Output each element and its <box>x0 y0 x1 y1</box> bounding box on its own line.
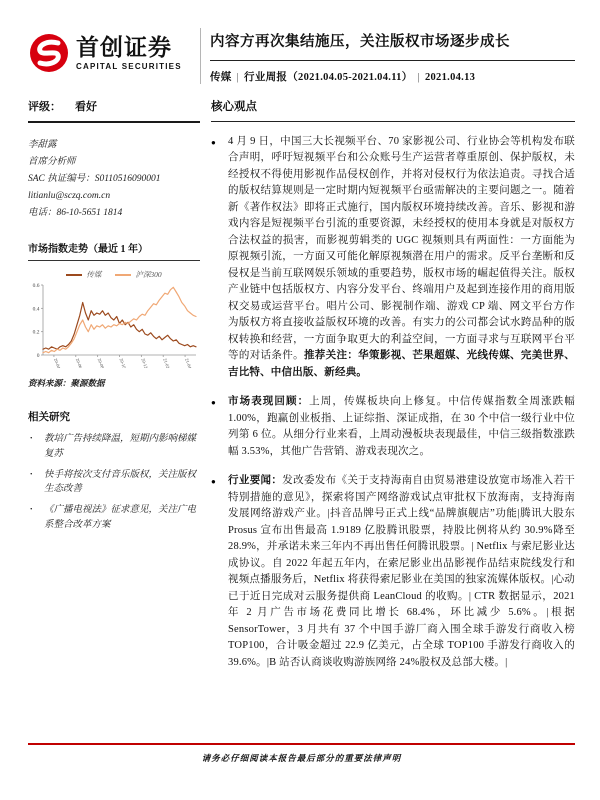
svg-text:21-02: 21-02 <box>162 358 171 369</box>
core-viewpoints-list <box>211 134 575 671</box>
related-research-item <box>28 503 200 532</box>
viewpoint-lead: 市场表现回顾： <box>228 396 310 408</box>
legend-swatch-media <box>66 274 82 276</box>
main-content <box>211 98 575 684</box>
analyst-phone: 电话：86-10-5651 1814 <box>28 208 123 219</box>
header-vertical-divider <box>200 28 201 84</box>
market-index-chart <box>28 282 200 373</box>
svg-text:20-04: 20-04 <box>52 358 62 369</box>
report-meta <box>210 61 575 84</box>
related-research-list <box>28 432 200 532</box>
viewpoint-bullet <box>211 473 575 671</box>
viewpoint-text <box>228 134 575 381</box>
legend-item-media <box>66 269 101 280</box>
legend-item-hs300 <box>115 269 161 280</box>
legend-label-hs300: 沪深300 <box>135 270 162 280</box>
svg-text:0.4: 0.4 <box>32 306 40 313</box>
related-research-item <box>28 468 200 497</box>
legend-swatch-hs300 <box>115 274 131 276</box>
chart-section-title: 市场指数走势（最近 1 年） <box>28 240 200 261</box>
sidebar <box>28 98 200 684</box>
logo-text <box>76 33 182 71</box>
viewpoint-text <box>228 473 575 671</box>
viewpoint-body: 发改委发布《关于支持海南自由贸易港建设放宽市场准入若干特别措施的意见》，探索将国产网络游戏试点审批权下放海南，支持海南发展网络游戏产业。|抖音品牌号正式上线“品牌旗舰店”功能|腾讯大股东 Prosus 宣布出售最高 1.9189 亿股腾讯股票，持股比例将从约 30.9%降至 28.9%，并承诺未来三年内不再出售任何腾讯股票。| Netflix 与索尼影业达成协议。自 2022 年起五年内，在索尼影业出品影视作品结束院线发行和视频点播服务后，Netflix 将获得索尼影业在美国的独家流媒体版权。|心动已于近日完成对云服务提供商 LeanCloud 的收购。| CTR 数据显示，2021 年 2 月广告市场花费同比增长 68.4%，环比减少 5.6%。|根据 SensorTower，3 月共有 37 个中国手游厂商入围全球手游发行商收入榜 TOP100，合计吸金超过 22.9 亿美元，占全球 TOP100 手游发行商收入的 39.6%。|B 站否认商谈收购游族网络 24%股权及总部大楼。| <box>228 475 576 668</box>
rating-row <box>28 98 200 123</box>
meta-separator: | <box>236 72 240 83</box>
svg-text:0.2: 0.2 <box>32 330 40 337</box>
svg-text:20-10: 20-10 <box>118 358 127 369</box>
header <box>28 26 575 84</box>
analyst-email: litianlu@sczq.com.cn <box>28 191 111 202</box>
viewpoint-body: 上周，传媒板块向上修复。中信传媒指数全周涨跌幅 1.00%，跑赢创业板指、上证综指、深证成指，在 30 个中信一级行业中位列第 6 位。从细分行业来看，上周动漫板块表现最佳，中信三级指数涨跌幅 3.53%，其他广告营销、游戏表现次之。 <box>228 396 575 457</box>
legend-label-media: 传媒 <box>86 270 102 280</box>
meta-separator: | <box>417 72 420 83</box>
svg-text:20-12: 20-12 <box>140 358 149 369</box>
analyst-role: 首席分析师 <box>28 157 76 168</box>
rating-value: 看好 <box>75 101 97 113</box>
footer <box>28 743 575 764</box>
viewpoint-body: 4 月 9 日，中国三大长视频平台、70 家影视公司、行业协会等机构发布联合声明，呼吁短视频平台和公众账号生产运营者尊重原创、保护版权，未经授权不得使用影视作品侵权创作，并将对侵权行为依法追责。寻找合适的版权结算规则是一定时期内短视频平台亟需解决的主要问题之一。随着新《著作权法》即将正式施行，国内版权环境持续改善。音乐、影视和游戏内容是短视频平台引流的重要资源，未经授权的使用本身就是对版权方合法权益的损害，而影视剪辑类的 UGC 视频则具有两面性：一方面能为原视频引流，一方面又可能化解原视频潜在用户的需求。反平台垄断和反侵权是当前互联网娱乐领域的重要趋势，版权市场的崛起值得关注。版权产业链中包括版权方、内容分发平台、终端用户及起到连接作用的商用版权交易或运营平台。唱片公司、影视制作端、游戏 CP 端、网文平台方作为版权方将直接收益版权环境的改善。有实力的公司都会试水跨品种的版权转换和经营，一方面争取更大的利益空间，一方面寻求与互联网平台平等的对话条件。 <box>228 136 575 362</box>
viewpoint-text <box>228 394 575 460</box>
svg-text:0.6: 0.6 <box>32 283 40 290</box>
bullet-dot-icon <box>211 394 228 460</box>
analyst-name: 李甜露 <box>28 140 57 150</box>
chart-legend <box>28 269 200 280</box>
svg-text:20-08: 20-08 <box>96 358 105 369</box>
related-research-item <box>28 432 200 461</box>
bullet-dot-icon <box>211 473 228 671</box>
svg-text:0: 0 <box>36 353 40 360</box>
svg-text:21-04: 21-04 <box>184 358 193 369</box>
company-logo <box>28 26 200 74</box>
logo-name-en: CAPITAL SECURITIES <box>76 61 182 71</box>
logo-emblem-icon <box>28 32 70 74</box>
meta-industry: 传媒 <box>210 72 232 83</box>
meta-date: 2021.04.13 <box>424 72 476 83</box>
analyst-sac-number: SAC 执证编号：S0110516090001 <box>28 174 161 185</box>
related-item-text: · 《广播电视法》征求意见，关注广电系整合改革方案 <box>44 505 197 530</box>
rating-label: 评级： <box>28 101 61 113</box>
viewpoint-lead: 行业要闻： <box>228 475 283 487</box>
analyst-info <box>28 137 200 222</box>
report-title: 内容方再次集结施压，关注版权市场逐步成长 <box>210 30 575 61</box>
line-chart-canvas <box>28 282 200 368</box>
bullet-dot-icon <box>211 134 228 381</box>
related-item-text: · 快手将按次支付音乐版权，关注版权生态改善 <box>44 469 197 495</box>
logo-name-cn: 首创证券 <box>76 33 172 60</box>
core-viewpoints-title: 核心观点 <box>211 98 575 122</box>
header-right <box>210 26 575 84</box>
viewpoint-recommendation: 推荐关注：华策影视、芒果超媒、光线传媒、完美世界、吉比特、中信出版、新经典。 <box>228 350 575 378</box>
related-research-title: 相关研究 <box>28 412 70 424</box>
viewpoint-bullet <box>211 394 575 460</box>
meta-report-type: 行业周报（2021.04.05-2021.04.11） <box>244 72 413 83</box>
related-item-text: · 教培广告持续降温，短期内影响梯媒复苏 <box>44 434 197 459</box>
chart-source: 资料来源：聚源数据 <box>28 378 105 389</box>
legal-disclaimer: 请务必仔细阅读本报告最后部分的重要法律声明 <box>201 753 402 763</box>
svg-text:20-06: 20-06 <box>74 358 84 369</box>
viewpoint-bullet <box>211 134 575 381</box>
